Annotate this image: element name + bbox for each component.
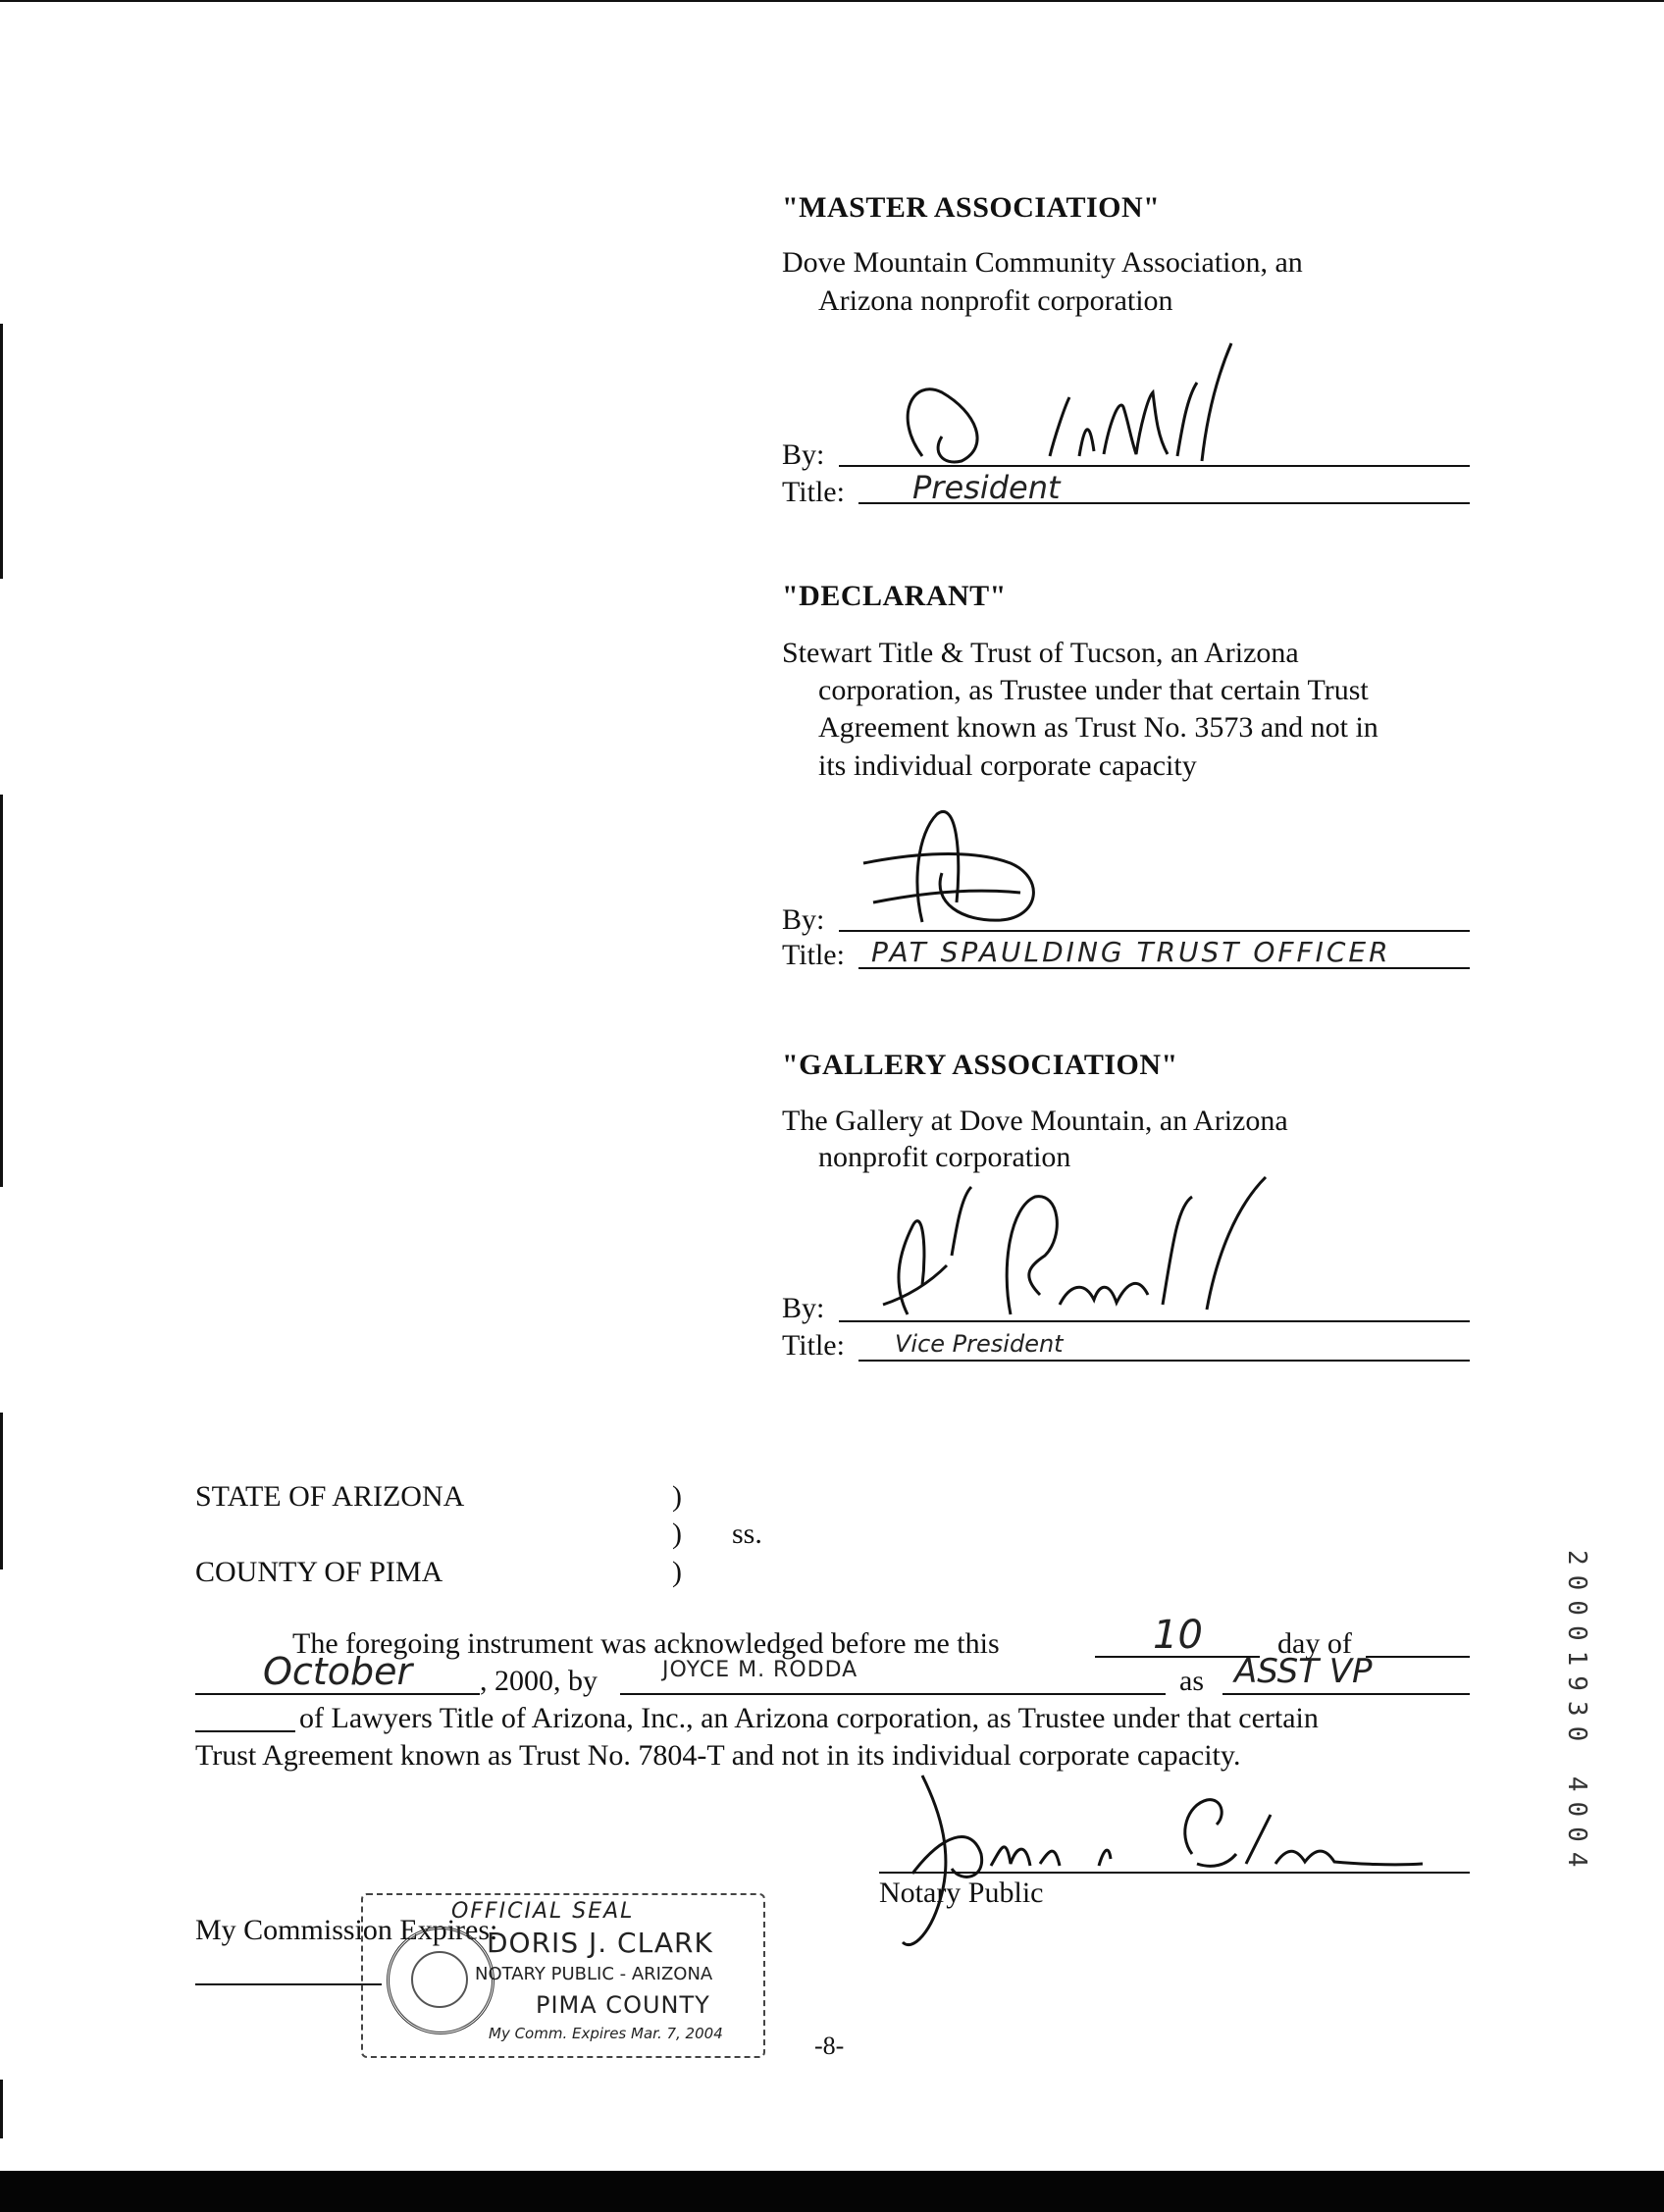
- ack-role-value: ASST VP: [1234, 1652, 1373, 1691]
- gallery-association-heading: "GALLERY ASSOCIATION": [782, 1049, 1178, 1081]
- master-association-entity-line2: Arizona nonprofit corporation: [818, 284, 1173, 317]
- ack-name-line: [620, 1693, 1166, 1695]
- scan-bottom-border: [0, 2171, 1664, 2212]
- stamp-line5: My Comm. Expires Mar. 7, 2004: [489, 2025, 723, 2042]
- commission-expires-line: [195, 1983, 382, 1985]
- declarant-heading: "DECLARANT": [782, 580, 1007, 612]
- gallery-association-title-label: Title:: [782, 1329, 845, 1362]
- ack-line3: of Lawyers Title of Arizona, Inc., an Arizona corporation, as Trustee under that certain: [299, 1702, 1319, 1734]
- gallery-association-entity-line2: nonprofit corporation: [818, 1141, 1071, 1173]
- scan-edge-mark: [0, 795, 3, 1187]
- scan-edge-mark: [0, 324, 3, 579]
- scan-edge-mark: [0, 1413, 3, 1569]
- declarant-by-line: [839, 930, 1470, 932]
- gallery-association-title-value: Vice President: [895, 1330, 1064, 1358]
- master-association-title-value: President: [912, 469, 1061, 506]
- master-association-by-label: By:: [782, 438, 825, 471]
- notary-signature: [883, 1756, 1432, 1962]
- ack-dayof-line: [1366, 1656, 1470, 1658]
- gallery-association-signature: [854, 1167, 1305, 1324]
- scan-edge-mark: [0, 2080, 3, 2138]
- scan-edge-mark: [0, 0, 1664, 2]
- venue-county: COUNTY OF PIMA: [195, 1556, 443, 1588]
- declarant-title-value: PAT SPAULDING TRUST OFFICER: [871, 936, 1391, 968]
- gallery-association-by-line: [839, 1320, 1470, 1322]
- notary-label: Notary Public: [879, 1877, 1044, 1909]
- ack-day-value: 10: [1153, 1613, 1203, 1658]
- ack-name-value: JOYCE M. RODDA: [662, 1658, 858, 1682]
- declarant-entity-line1: Stewart Title & Trust of Tucson, an Arizona: [782, 637, 1299, 669]
- venue-paren-1: ): [672, 1480, 682, 1513]
- state-seal-inner: [411, 1951, 468, 2008]
- declarant-title-label: Title:: [782, 939, 845, 971]
- master-association-heading: "MASTER ASSOCIATION": [782, 191, 1161, 224]
- master-association-by-line: [839, 465, 1470, 467]
- ack-line1-day-of: day of: [1277, 1627, 1352, 1660]
- venue-paren-3: ): [672, 1556, 682, 1588]
- ack-blank-line: [195, 1730, 295, 1732]
- commission-expires-label: My Commission Expires:: [195, 1914, 498, 1946]
- gallery-association-entity-line1: The Gallery at Dove Mountain, an Arizona: [782, 1105, 1288, 1137]
- ack-line4: Trust Agreement known as Trust No. 7804-T and not in its individual corporate capacity.: [195, 1739, 1241, 1772]
- gallery-association-by-label: By:: [782, 1292, 825, 1324]
- ack-line2-as: as: [1179, 1665, 1204, 1697]
- notary-seal-stamp: [361, 1893, 765, 2058]
- master-association-title-label: Title:: [782, 476, 845, 508]
- declarant-signature: [854, 795, 1050, 942]
- venue-ss: ss.: [732, 1518, 762, 1550]
- stamp-line4: PIMA COUNTY: [536, 1991, 710, 2019]
- declarant-entity-line4: its individual corporate capacity: [818, 749, 1197, 782]
- master-association-signature: [883, 338, 1295, 486]
- margin-recording-text: 20001930 4004: [1562, 1550, 1591, 1878]
- ack-month-line: [195, 1693, 480, 1695]
- gallery-association-title-line: [858, 1360, 1470, 1362]
- notary-signature-line: [879, 1872, 1470, 1874]
- stamp-line2: DORIS J. CLARK: [487, 1927, 713, 1959]
- declarant-by-label: By:: [782, 903, 825, 936]
- venue-state: STATE OF ARIZONA: [195, 1480, 465, 1513]
- declarant-entity-line3: Agreement known as Trust No. 3573 and not in: [818, 711, 1378, 744]
- ack-role-line: [1222, 1693, 1470, 1695]
- master-association-entity-line1: Dove Mountain Community Association, an: [782, 246, 1303, 279]
- stamp-line3: NOTARY PUBLIC - ARIZONA: [475, 1964, 713, 1984]
- declarant-entity-line2: corporation, as Trustee under that certain Trust: [818, 674, 1369, 706]
- ack-line1-text: The foregoing instrument was acknowledged before me this: [292, 1627, 1000, 1660]
- ack-month-value: October: [263, 1650, 413, 1693]
- margin-recording-number: [1562, 1550, 1589, 1903]
- ack-line2-text: , 2000, by: [480, 1665, 598, 1697]
- page-number: -8-: [814, 2032, 845, 2060]
- venue-paren-2: ): [672, 1518, 682, 1550]
- stamp-line1: OFFICIAL SEAL: [451, 1899, 635, 1924]
